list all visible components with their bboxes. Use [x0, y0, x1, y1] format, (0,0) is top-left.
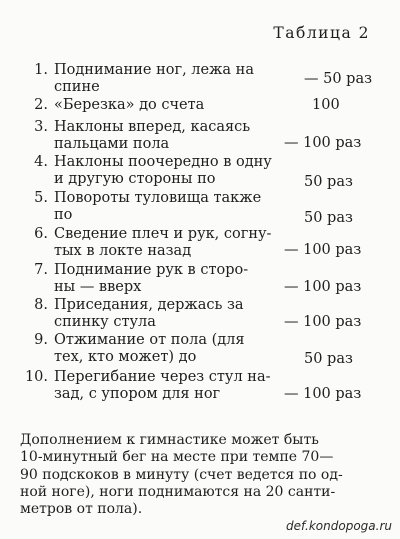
note-line: Дополнением к гимнастике может быть — [20, 432, 319, 448]
exercise-quantity: — 100 раз — [284, 242, 362, 258]
exercise-text — [54, 332, 245, 366]
exercise-number: 6. — [34, 226, 48, 242]
exercise-quantity: — 50 раз — [304, 71, 373, 87]
exercise-text-line: тех, кто может) до — [54, 349, 197, 365]
exercise-number: 4. — [34, 154, 48, 170]
exercise-number: 9. — [34, 332, 48, 348]
exercise-quantity: 50 раз — [304, 174, 353, 190]
exercise-text — [54, 97, 204, 114]
exercise-text-line: пальцами пола — [54, 136, 170, 152]
exercise-quantity: — 100 раз — [284, 135, 362, 151]
exercise-text — [54, 119, 250, 153]
exercise-text-line: тых в локте назад — [54, 243, 192, 259]
exercise-quantity: — 100 раз — [284, 386, 362, 402]
exercise-text-line: Повороты туловища также — [54, 190, 262, 206]
note-line: ной ноге), ноги поднимаются на 20 санти- — [20, 483, 336, 500]
exercise-text-line: Приседания, держась за — [54, 297, 244, 313]
exercise-text-line: спине — [54, 79, 100, 95]
note-line: 90 подскоков в минуту (счет ведется по од- — [20, 466, 343, 483]
exercise-number: 10. — [24, 369, 48, 385]
exercise-quantity: 100 — [312, 97, 340, 113]
exercise-number: 3. — [34, 119, 48, 135]
exercise-text-line: Поднимание рук в сторо- — [54, 262, 249, 278]
exercise-number: 1. — [34, 62, 48, 78]
exercise-text — [54, 226, 271, 260]
exercise-text-line: «Березка» до счета — [54, 97, 205, 113]
note-line: 10-минутный бег на месте при темпе 70— — [20, 449, 334, 466]
exercise-number: 8. — [34, 297, 48, 313]
exercise-number: 5. — [34, 190, 48, 206]
exercise-quantity: — 100 раз — [284, 279, 362, 295]
exercise-text-line: Перегибание через стул на- — [54, 369, 271, 385]
exercise-text-line: Наклоны поочередно в одну — [54, 154, 272, 170]
exercise-text — [54, 154, 272, 188]
note-paragraph — [20, 432, 372, 518]
exercise-text — [54, 262, 248, 296]
note-line: метров от пола). — [20, 501, 143, 518]
exercise-quantity: — 100 раз — [284, 314, 362, 330]
exercise-text — [54, 297, 244, 331]
exercise-text-line: Поднимание ног, лежа на — [54, 62, 254, 78]
exercise-text-line: ны — вверх — [54, 279, 142, 295]
exercise-text-line: спинку стула — [54, 314, 156, 330]
exercise-text — [54, 62, 254, 96]
exercise-text-line: Отжимание от пола (для — [54, 332, 245, 348]
exercise-text-line: Наклоны вперед, касаясь — [54, 119, 251, 135]
exercise-number: 7. — [34, 262, 48, 278]
exercise-text-line: по — [54, 207, 73, 223]
exercise-text-line: зад, с упором для ног — [54, 386, 221, 402]
exercise-quantity: 50 раз — [304, 351, 353, 367]
table-title: Таблица 2 — [273, 24, 370, 42]
exercise-quantity: 50 раз — [304, 210, 353, 226]
exercise-text-line: и другую стороны по — [54, 171, 216, 187]
exercise-number: 2. — [34, 97, 48, 113]
exercise-text — [54, 369, 271, 403]
watermark: def.kondopoga.ru — [286, 519, 392, 533]
exercise-text-line: Сведение плеч и рук, согну- — [54, 226, 272, 242]
exercise-text — [54, 190, 261, 224]
